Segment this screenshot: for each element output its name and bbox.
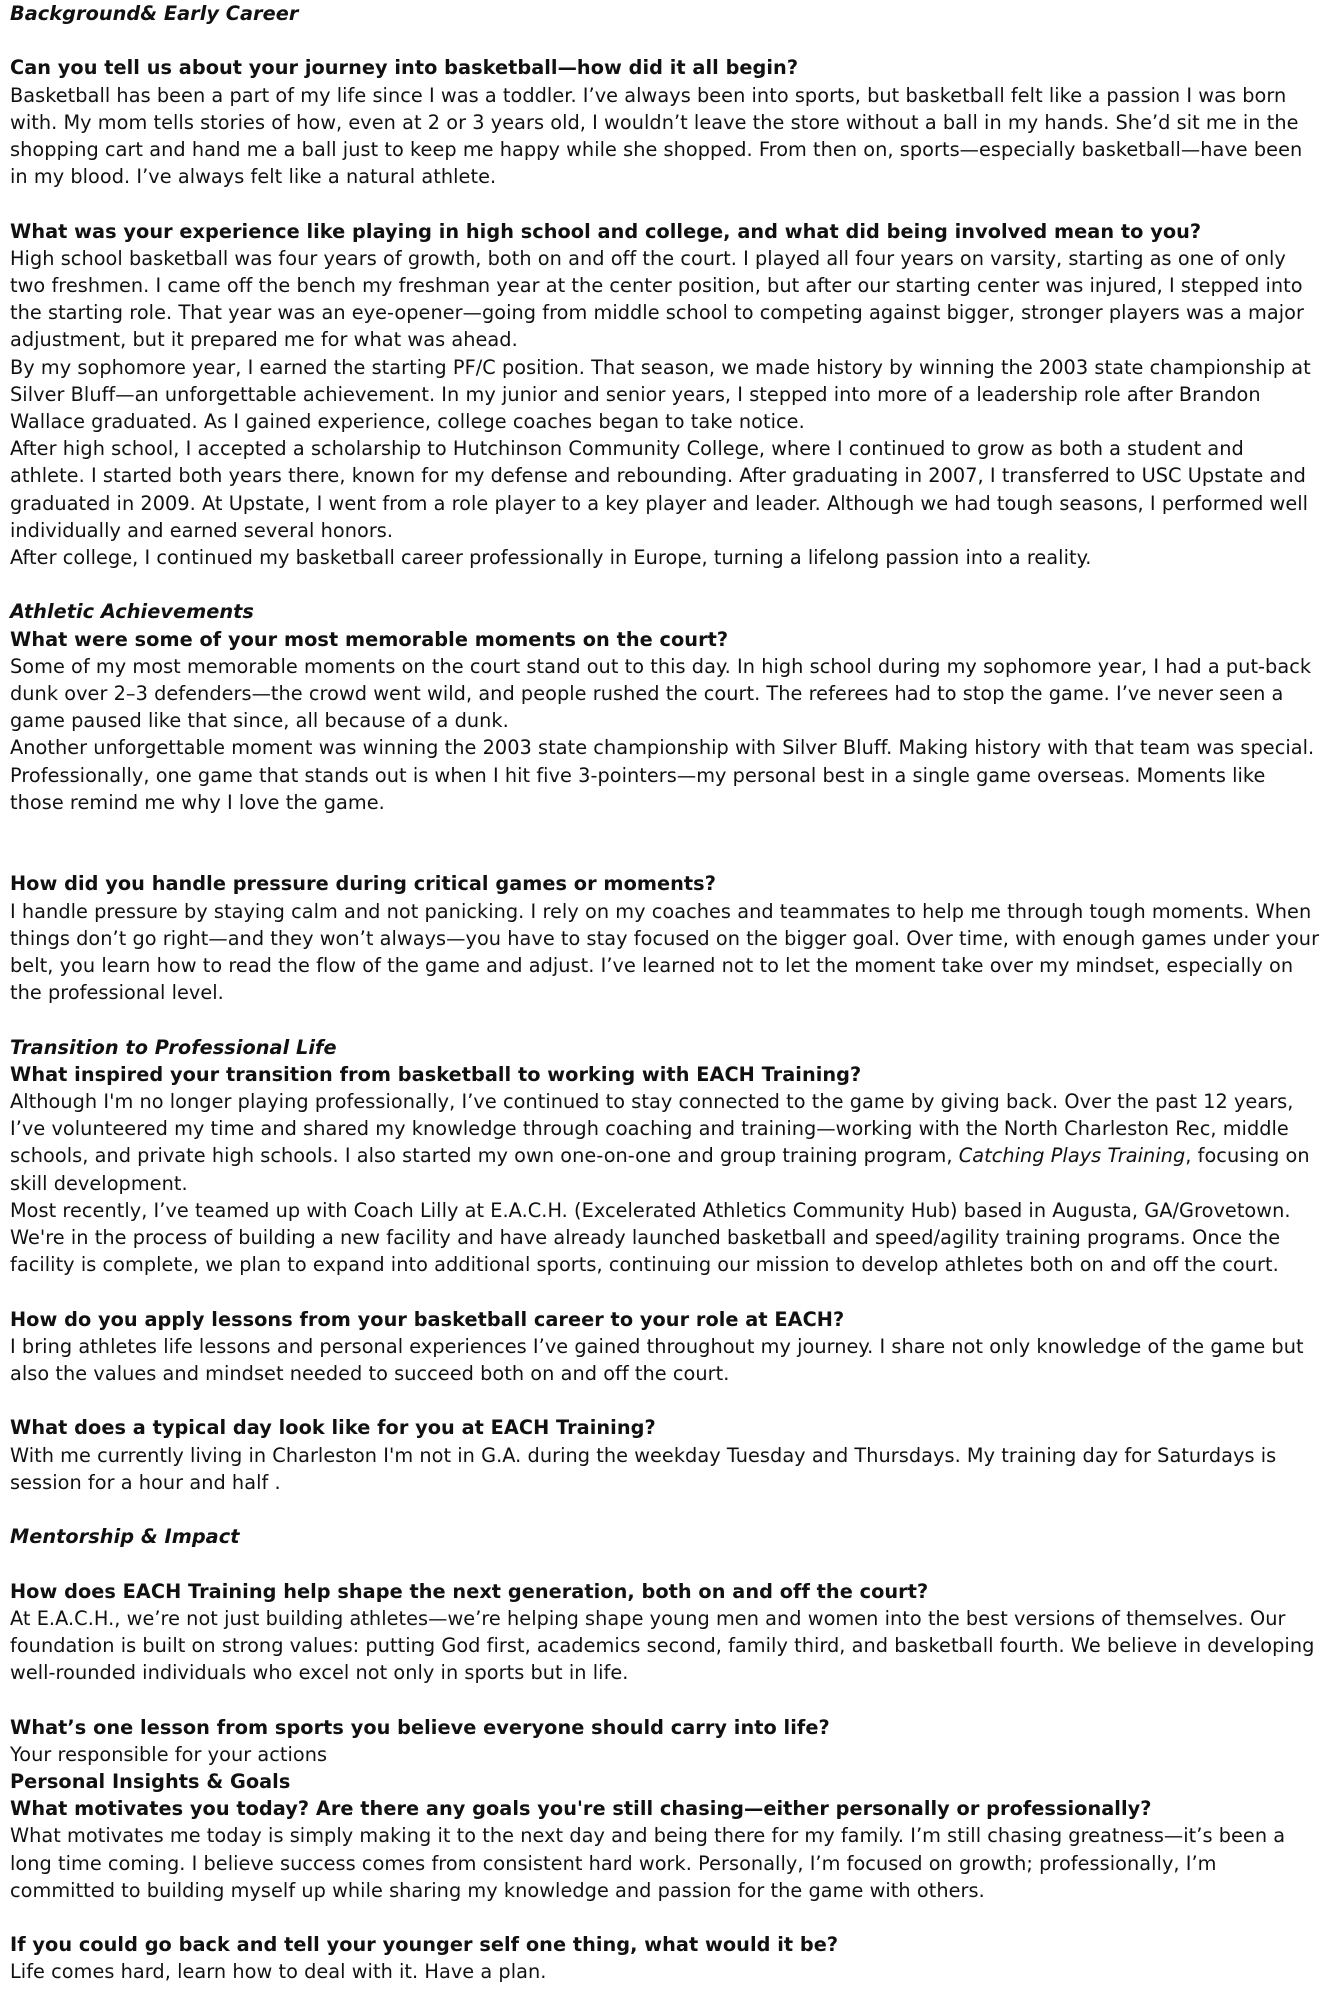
spacer [10,1686,1320,1713]
spacer [10,1006,1320,1033]
section-heading-transition: Transition to Professional Life [10,1035,337,1059]
spacer [10,190,1320,217]
section-heading-athletic-achievements: Athletic Achievements [10,600,254,624]
answer-transition-para-2: Most recently, I’ve teamed up with Coach Lilly at E.A.C.H. (Excelerated Athletics Community Hub) based in Augusta, GA/Grovetown. We're in the process of building a new facility and have already launched basketball and speed/agility training programs. Once the facility is complete, we plan to expand into additional sports, continuing our mission to develop athletes both on and off the court. [10,1198,1291,1277]
answer-motivation: What motivates me today is simply making it to the next day and being there for my family. I’m still chasing greatness—it’s been a long time coming. I believe success comes from consistent hard work. Personally, I’m focused on growth; professionally, I’m committed to building myself up while sharing my knowledge and passion for the game with others. [10,1824,1286,1902]
answer-transition-text-b: , focusing on skill development. [10,1144,1310,1195]
spacer [10,1550,1320,1577]
question-next-generation: How does EACH Training help shape the next generation, both on and off the court? [10,1579,929,1603]
answer-life-lesson: Your responsible for your actions [10,1742,328,1766]
answer-high-school-para-3: After high school, I accepted a scholarship to Hutchinson Community College, where I continued to grow as both a student and athlete. I started both years there, known for my defense and rebounding. After graduating in 2007, I transferred to USC Upstate and graduated in 2009. At Upstate, I went from a role player to a key player and leader. Although we had tough seasons, I performed well individually and earned several honors. [10,437,1309,542]
spacer [10,1278,1320,1305]
answer-journey: Basketball has been a part of my life since I was a toddler. I’ve always been into sports, but basketball felt like a passion I was born with. My mom tells stories of how, even at 2 or 3 years old, I wouldn’t leave the store without a ball in my hands. She’d sit me in the shopping cart and hand me a ball just to keep me happy while she shopped. From then on, sports—especially basketball—have been in my blood. I’ve always felt like a natural athlete. [10,83,1303,189]
answer-high-school-para-1: High school basketball was four years of growth, both on and off the court. I played all four years on varsity, starting as one of only two freshmen. I came off the bench my freshman year at the center position, but after our starting center was injured, I stepped into the starting role. That year was an eye-opener—going from middle school to competing against bigger, stronger players was a major adjustment, but it prepared me for what was ahead. [10,246,1304,352]
question-motivation: What motivates you today? Are there any goals you're still chasing—either personally or professionally? [10,1797,1152,1821]
answer-memorable-para-1: Some of my most memorable moments on the court stand out to this day. In high school during my sophomore year, I had a put-back dunk over 2–3 defenders—the crowd went wild, and people rushed the court. The referees had to stop the game. I’ve never seen a game paused like that since, all because of a dunk. [10,654,1312,733]
answer-typical-day: With me currently living in Charleston I'm not in G.A. during the weekday Tuesday and Thursdays. My training day for Saturdays is session for a hour and half . [10,1443,1277,1494]
answer-apply-lessons: I bring athletes life lessons and personal experiences I’ve gained throughout my journey. I share not only knowledge of the game but also the values and mindset needed to succeed both on and off the court. [10,1334,1304,1386]
spacer [10,27,1320,54]
answer-memorable-para-2: Another unforgettable moment was winning the 2003 state championship with Silver Bluff. Making history with that team was special. Professionally, one game that stands out is when I hit five 3-pointers—my personal best in a single game overseas. Moments like those remind me why I love the game. [10,736,1315,814]
answer-next-generation: At E.A.C.H., we’re not just building athletes—we’re helping shape young men and women into the best versions of themselves. Our foundation is built on strong values: putting God first, academics second, family third, and basketball fourth. We believe in developing well-rounded individuals who excel not only in sports but in life. [10,1606,1315,1685]
question-pressure: How did you handle pressure during critical games or moments? [10,872,716,896]
answer-high-school-para-4: After college, I continued my basketball career professionally in Europe, turning a lifelong passion into a reality. [10,546,1092,570]
spacer [10,1496,1320,1523]
answer-transition-para-1 [10,1088,1320,1197]
question-high-school-college: What was your experience like playing in high school and college, and what did being involved mean to you? [10,219,1202,243]
section-heading-background: Background& Early Career [10,2,299,25]
spacer [10,1904,1320,1931]
answer-transition-text-a: Although I'm no longer playing professionally, I’ve continued to stay connected to the game by giving back. Over the past 12 years, I’ve volunteered my time and shared my knowledge through coaching and training—working with the North Charleston Rec, middle schools, and private high schools. I also started my own one-on-one and group training program, [10,1090,1294,1168]
question-life-lesson: What’s one lesson from sports you believe everyone should carry into life? [10,1715,830,1739]
answer-high-school-para-2: By my sophomore year, I earned the starting PF/C position. That season, we made history by winning the 2003 state championship at Silver Bluff—an unforgettable achievement. In my junior and senior years, I stepped into more of a leadership role after Brandon Wallace graduated. As I gained experience, college coaches began to take notice. [10,355,1311,434]
question-apply-lessons: How do you apply lessons from your basketball career to your role at EACH? [10,1307,845,1331]
spacer [10,816,1320,870]
section-heading-personal-insights: Personal Insights & Goals [10,1770,291,1794]
question-memorable-moments: What were some of your most memorable moments on the court? [10,627,729,651]
section-heading-mentorship: Mentorship & Impact [10,1525,240,1549]
program-name: Catching Plays Training [958,1144,1186,1168]
spacer [10,1387,1320,1414]
answer-pressure: I handle pressure by staying calm and not panicking. I rely on my coaches and teammates to help me through tough moments. When things don’t go right—and they won’t always—you have to stay focused on the bigger goal. Over time, with enough games under your belt, you learn how to read the flow of the game and adjust. I’ve learned not to let the moment take over my mindset, especially on the professional level. [10,899,1320,1005]
answer-younger-self: Life comes hard, learn how to deal with it. Have a plan. [10,1960,547,1984]
spacer [10,571,1320,598]
question-typical-day: What does a typical day look like for you at EACH Training? [10,1416,656,1440]
question-inspired-transition: What inspired your transition from basketball to working with EACH Training? [10,1062,862,1086]
question-journey: Can you tell us about your journey into basketball—how did it all begin? [10,56,799,80]
question-younger-self: If you could go back and tell your younger self one thing, what would it be? [10,1933,839,1957]
